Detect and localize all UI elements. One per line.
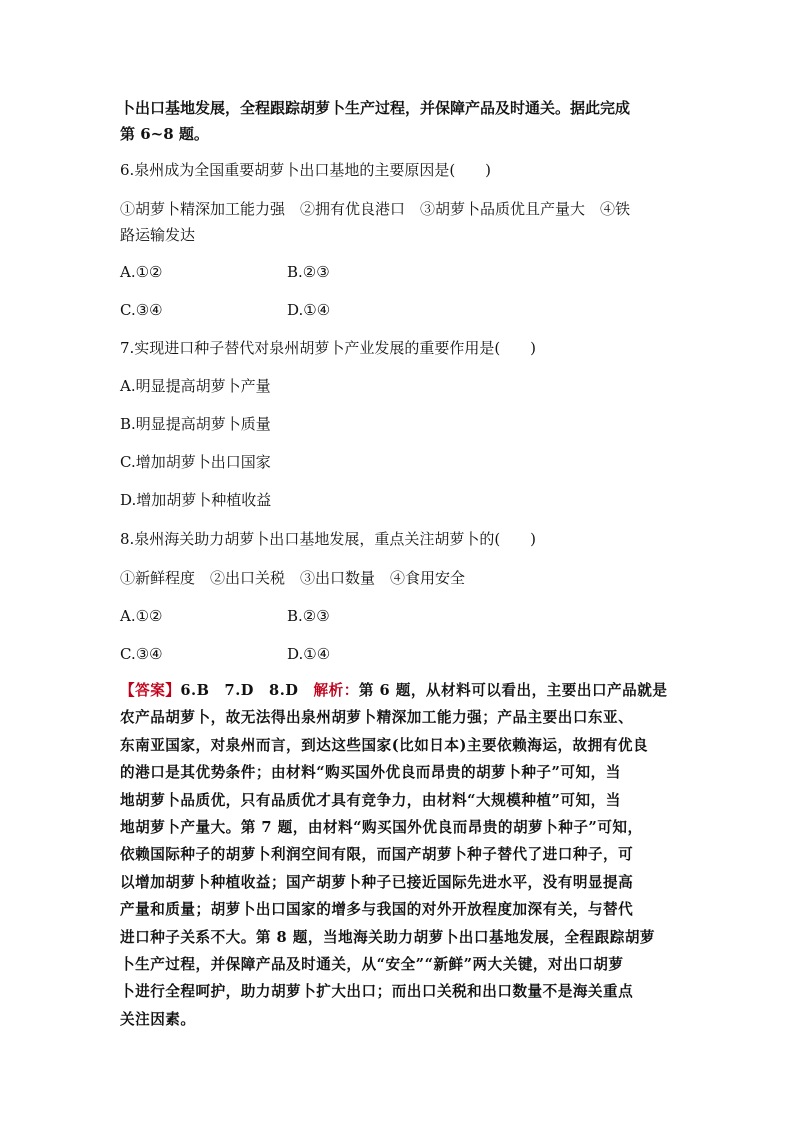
intro-line-2: 第 6~8 题。	[120, 125, 209, 143]
question-8-option-d: D.①④	[287, 645, 331, 663]
analysis-line-8: 以增加胡萝卜种植收益；国产胡萝卜种子已接近国际先进水平，没有明显提高	[120, 873, 634, 891]
analysis-line-6: 地胡萝卜产量大。第 7 题，由材料“购买国外优良而昂贵的胡萝卜种子”可知，	[120, 819, 643, 837]
question-8-option-a: A.①②	[120, 607, 163, 625]
analysis-line-1: 第 6 题，从材料可以看出，主要出口产品就是	[358, 682, 668, 699]
analysis-line-13: 关注因素。	[120, 1010, 196, 1028]
answer-tag: 【答案】	[120, 682, 181, 699]
analysis-line-2: 农产品胡萝卜，故无法得出泉州胡萝卜精深加工能力强；产品主要出口东亚、	[120, 709, 634, 727]
analysis-line-5: 地胡萝卜品质优，只有品质优才具有竞争力，由材料“大规模种植”可知，当	[120, 791, 621, 809]
answer-keys: 6.B 7.D 8.D	[180, 682, 314, 699]
analysis-line-12: 卜进行全程呵护，助力胡萝卜扩大出口；而出口关税和出口数量不是海关重点	[120, 983, 634, 1001]
analysis-line-9: 产量和质量；胡萝卜出口国家的增多与我国的对外开放程度加深有关，与替代	[120, 901, 634, 919]
question-8-option-c: C.③④	[120, 645, 163, 663]
analysis-tag: 解析：	[313, 682, 359, 699]
intro-text	[120, 95, 680, 147]
question-7-option-b: B.明显提高胡萝卜质量	[120, 415, 271, 433]
question-7-stem: 7.实现进口种子替代对泉州胡萝卜产业发展的重要作用是( )	[120, 339, 537, 357]
question-7-option-c: C.增加胡萝卜出口国家	[120, 453, 271, 471]
analysis-line-7: 依赖国际种子的胡萝卜利润空间有限，而国产胡萝卜种子替代了进口种子，可	[120, 846, 634, 864]
question-8-stem: 8.泉州海关助力胡萝卜出口基地发展，重点关注胡萝卜的( )	[120, 530, 537, 548]
question-7-option-d: D.增加胡萝卜种植收益	[120, 491, 272, 509]
intro-line-1: 卜出口基地发展，全程跟踪胡萝卜生产过程，并保障产品及时通关。据此完成	[120, 99, 631, 117]
analysis-line-10: 进口种子关系不大。第 8 题，当地海关助力胡萝卜出口基地发展，全程跟踪胡萝	[120, 928, 656, 946]
question-6-option-a: A.①②	[120, 263, 163, 281]
analysis-line-3: 东南亚国家，对泉州而言，到达这些国家(比如日本)主要依赖海运，故拥有优良	[120, 736, 649, 754]
analysis-line-11: 卜生产过程，并保障产品及时通关，从“安全”“新鲜”两大关键，对出口胡萝	[120, 956, 624, 974]
question-7-option-a: A.明显提高胡萝卜产量	[120, 377, 271, 395]
question-8-option-b: B.②③	[287, 607, 330, 625]
question-6-option-c: C.③④	[120, 301, 163, 319]
question-6-stem: 6.泉州成为全国重要胡萝卜出口基地的主要原因是( )	[120, 161, 492, 179]
analysis-line-4: 的港口是其优势条件；由材料“购买国外优良而昂贵的胡萝卜种子”可知，当	[120, 764, 621, 782]
question-6-option-d: D.①④	[287, 301, 331, 319]
answer-block	[120, 677, 680, 1033]
question-6-items-line-1: ①胡萝卜精深加工能力强 ②拥有优良港口 ③胡萝卜品质优且产量大 ④铁	[120, 200, 631, 218]
question-8-items: ①新鲜程度 ②出口关税 ③出口数量 ④食用安全	[120, 569, 466, 587]
question-6-option-b: B.②③	[287, 263, 330, 281]
answer-first-line	[120, 677, 680, 704]
question-6-items-line-2: 路运输发达	[120, 226, 196, 244]
